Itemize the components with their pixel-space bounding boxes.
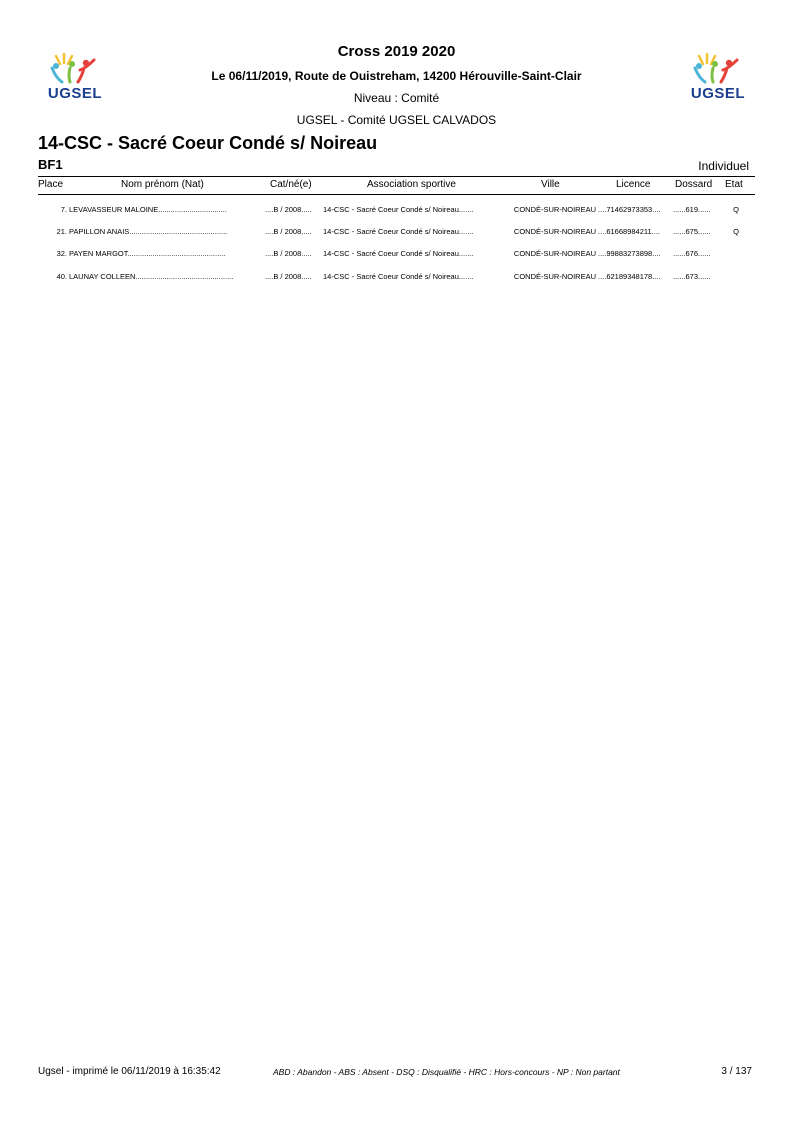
col-licence: Licence — [616, 179, 651, 190]
event-subtitle: Le 06/11/2019, Route de Ouistreham, 14200 Hérouville-Saint-Clair — [211, 69, 582, 83]
cell-assoc: 14-CSC - Sacré Coeur Condé s/ Noireau....... — [323, 272, 474, 281]
cell-place: 7. — [60, 205, 67, 214]
cell-cat: ....B / 2008..... — [265, 227, 312, 236]
cell-dossard: ......619...... — [673, 205, 711, 214]
table-row — [0, 272, 793, 284]
category-label: BF1 — [38, 157, 63, 172]
cell-name: LAUNAY COLLEEN............................................... — [69, 272, 234, 281]
cell-name: PAYEN MARGOT............................................... — [69, 249, 226, 258]
cell-licence: ....71462973353.... — [598, 205, 661, 214]
cell-city: CONDÉ-SUR-NOIREAU — [513, 205, 596, 214]
mode-label: Individuel — [698, 159, 749, 173]
cell-assoc: 14-CSC - Sacré Coeur Condé s/ Noireau....... — [323, 227, 474, 236]
cell-dossard: ......675...... — [673, 227, 711, 236]
cell-dossard: ......676...... — [673, 249, 711, 258]
table-row — [0, 205, 793, 217]
footer-legend: ABD : Abandon - ABS : Absent - DSQ : Disqualifié - HRC : Hors-concours - NP : Non partant — [273, 1067, 620, 1077]
col-place: Place — [38, 179, 64, 190]
cell-place: 21. — [56, 227, 67, 236]
footer-printed: Ugsel - imprimé le 06/11/2019 à 16:35:42 — [38, 1066, 221, 1077]
table-row — [0, 227, 793, 239]
cell-licence: ....62189348178.... — [598, 272, 661, 281]
cell-city: CONDÉ-SUR-NOIREAU — [513, 272, 596, 281]
cell-cat: ....B / 2008..... — [265, 249, 312, 258]
event-level: Niveau : Comité — [353, 91, 440, 105]
col-etat: Etat — [725, 179, 743, 190]
cell-licence: ....99883273898.... — [598, 249, 661, 258]
table-top-rule — [38, 176, 755, 177]
col-name: Nom prénom (Nat) — [121, 179, 204, 190]
cell-dossard: ......673...... — [673, 272, 711, 281]
table-row — [0, 249, 793, 261]
col-cat: Cat/né(e) — [270, 179, 312, 190]
cell-etat: Q — [733, 205, 739, 214]
cell-place: 40. — [56, 272, 67, 281]
table-header — [0, 179, 793, 193]
cell-etat: Q — [733, 227, 739, 236]
cell-assoc: 14-CSC - Sacré Coeur Condé s/ Noireau....... — [323, 205, 474, 214]
ugsel-logo-text: UGSEL — [690, 85, 746, 102]
cell-licence: ....61668984211.... — [598, 227, 660, 236]
col-city: Ville — [541, 179, 560, 190]
club-heading: 14-CSC - Sacré Coeur Condé s/ Noireau — [38, 133, 378, 153]
col-assoc: Association sportive — [367, 179, 456, 190]
col-dossard: Dossard — [675, 179, 713, 190]
cell-place: 32. — [56, 249, 67, 258]
cell-city: CONDÉ-SUR-NOIREAU — [513, 227, 596, 236]
footer-page-number: 3 / 137 — [721, 1066, 752, 1077]
cell-assoc: 14-CSC - Sacré Coeur Condé s/ Noireau....... — [323, 249, 474, 258]
cell-cat: ....B / 2008..... — [265, 272, 312, 281]
page-title: Cross 2019 2020 — [337, 43, 456, 60]
ugsel-logo-text: UGSEL — [47, 85, 103, 102]
cell-name: PAPILLON ANAIS............................................... — [69, 227, 228, 236]
table-header-rule — [38, 194, 755, 195]
event-organizer: UGSEL - Comité UGSEL CALVADOS — [296, 113, 497, 127]
cell-cat: ....B / 2008..... — [265, 205, 312, 214]
cell-name: LEVAVASSEUR MALOINE................................. — [69, 205, 227, 214]
cell-city: CONDÉ-SUR-NOIREAU — [513, 249, 596, 258]
